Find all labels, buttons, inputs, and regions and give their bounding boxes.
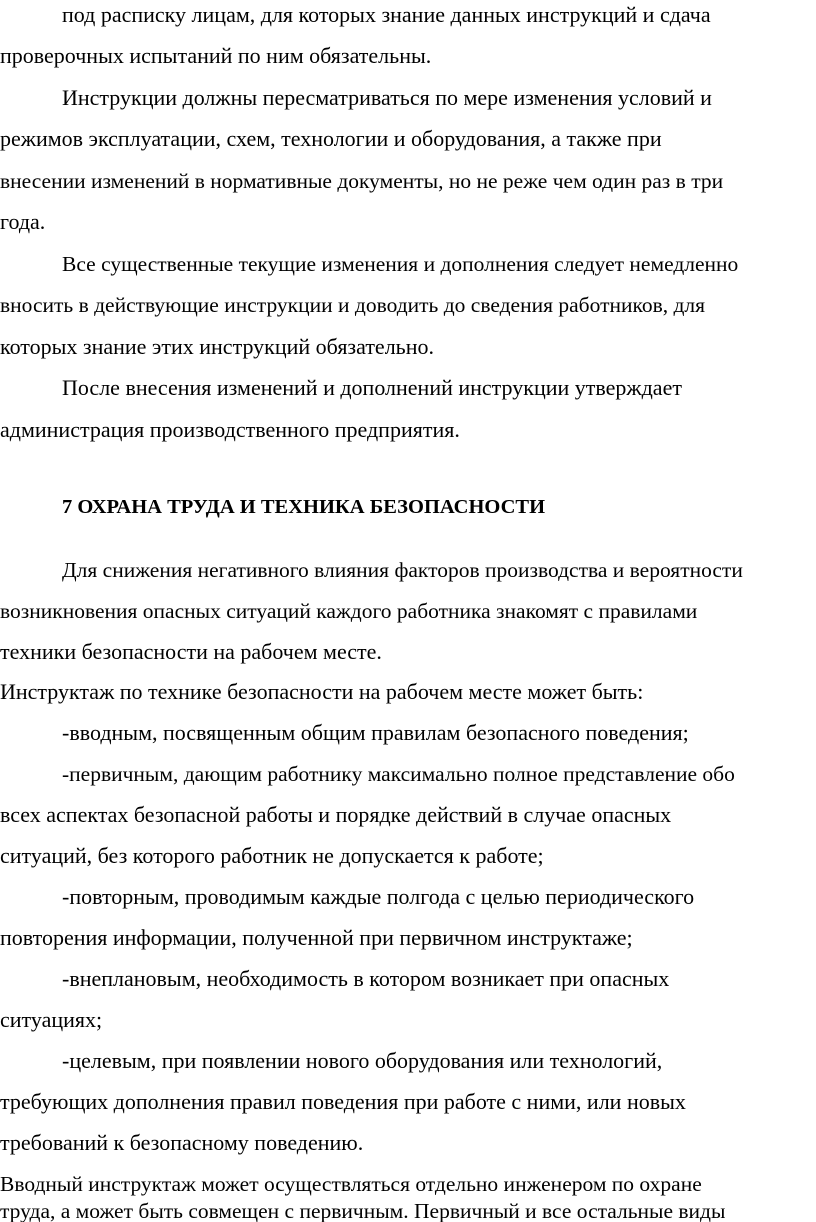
text-line: администрация производственного предприятия. bbox=[0, 417, 460, 442]
text-line: требующих дополнения правил поведения при работе с ними, или новых bbox=[0, 1089, 686, 1114]
text-line: режимов эксплуатации, схем, технологии и оборудования, а также при bbox=[0, 126, 662, 151]
text-line: вносить в действующие инструкции и доводить до сведения работников, для bbox=[0, 293, 706, 317]
text-line: которых знание этих инструкций обязательно. bbox=[0, 334, 434, 359]
text-line: проверочных испытаний по ним обязательны. bbox=[0, 43, 432, 68]
list-item: -внеплановым, необходимость в котором возникает при опасных bbox=[62, 966, 670, 991]
text-line: Инструкции должны пересматриваться по мере изменения условий и bbox=[62, 85, 712, 110]
text-line: труда, а может быть совмещен с первичным. Первичный и все остальные виды bbox=[0, 1199, 726, 1222]
text-line: возникновения опасных ситуаций каждого работника знакомят с правилами bbox=[0, 599, 698, 623]
list-item: -вводным, посвященным общим правилам безопасного поведения; bbox=[62, 720, 689, 745]
text-line: техники безопасности на рабочем месте. bbox=[0, 639, 382, 664]
text-line: Все существенные текущие изменения и дополнения следует немедленно bbox=[62, 252, 739, 276]
text-line: требований к безопасному поведению. bbox=[0, 1130, 364, 1155]
text-line: ситуациях; bbox=[0, 1007, 103, 1032]
text-line: года. bbox=[0, 209, 46, 234]
text-line: ситуаций, без которого работник не допускается к работе; bbox=[0, 843, 544, 868]
text-line: Для снижения негативного влияния факторов производства и вероятности bbox=[62, 558, 743, 582]
text-line: внесении изменений в нормативные документы, но не реже чем один раз в три bbox=[0, 169, 724, 193]
section-heading: 7 ОХРАНА ТРУДА И ТЕХНИКА БЕЗОПАСНОСТИ bbox=[62, 496, 546, 518]
list-item: -повторным, проводимым каждые полгода с целью периодического bbox=[62, 884, 695, 909]
text-line: Инструктаж по технике безопасности на рабочем месте может быть: bbox=[0, 679, 644, 704]
list-item: -целевым, при появлении нового оборудования или технологий, bbox=[62, 1048, 663, 1073]
text-line: всех аспектах безопасной работы и порядке действий в случае опасных bbox=[0, 802, 672, 827]
text-line: После внесения изменений и дополнений инструкции утверждает bbox=[62, 375, 682, 400]
text-line: Вводный инструктаж может осуществляться отдельно инженером по охране bbox=[0, 1172, 702, 1196]
text-line: под расписку лицам, для которых знание данных инструкций и сдача bbox=[62, 2, 711, 27]
text-line: повторения информации, полученной при первичном инструктаже; bbox=[0, 925, 633, 950]
list-item: -первичным, дающим работнику максимально полное представление обо bbox=[62, 762, 735, 786]
